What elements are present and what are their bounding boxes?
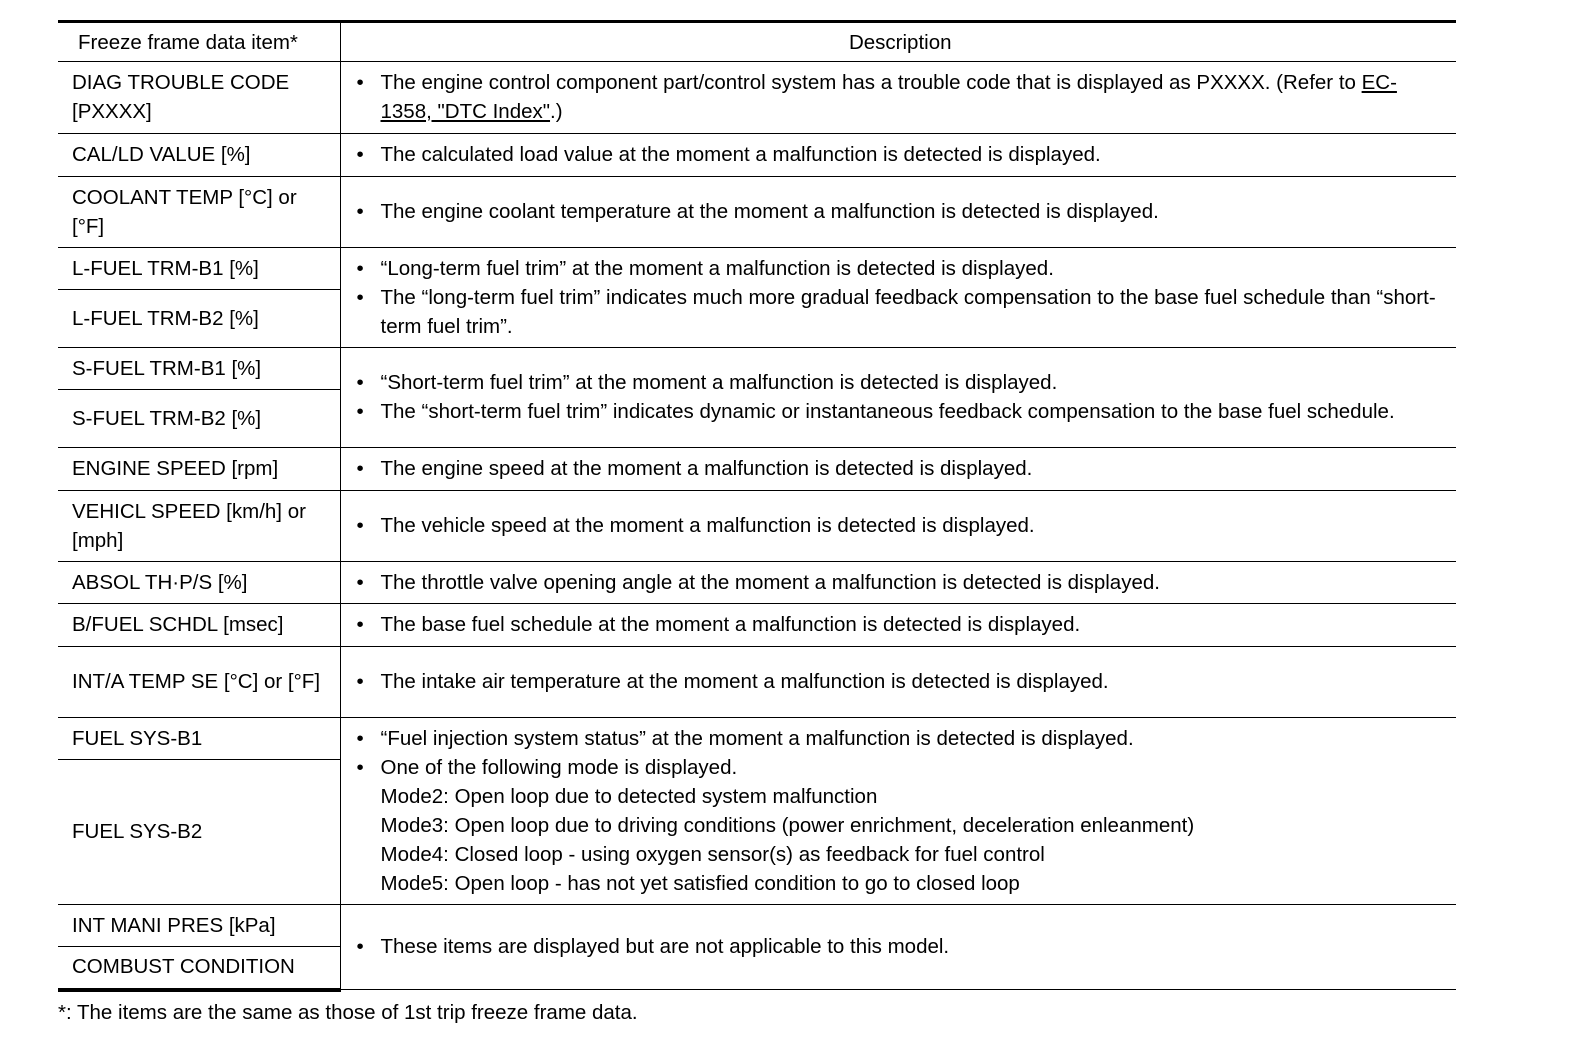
bullet-text: • The vehicle speed at the moment a malfunction is detected is displayed. bbox=[355, 511, 1447, 540]
mode-line: Mode5: Open loop - has not yet satisfied condition to go to closed loop bbox=[380, 871, 1020, 895]
item-cell: B/FUEL SCHDL [msec] bbox=[58, 604, 340, 647]
description-cell bbox=[340, 491, 1456, 562]
description-cell bbox=[340, 348, 1456, 448]
description-cell bbox=[340, 604, 1456, 647]
bullet-text: • The “short-term fuel trim” indicates dynamic or instantaneous feedback compensation to the base fuel schedule. bbox=[355, 397, 1447, 426]
mode-line: Mode4: Closed loop - using oxygen sensor(s) as feedback for fuel control bbox=[380, 842, 1045, 866]
description-cell bbox=[340, 448, 1456, 491]
dtc-index-link[interactable]: EC-1358, "DTC Index" bbox=[380, 71, 1397, 123]
table-row bbox=[58, 448, 1456, 491]
bullet-text: • The engine coolant temperature at the moment a malfunction is detected is displayed. bbox=[355, 197, 1447, 226]
bullet-text: • The calculated load value at the moment a malfunction is detected is displayed. bbox=[355, 140, 1447, 169]
bullet-text: • The intake air temperature at the moment a malfunction is detected is displayed. bbox=[355, 667, 1447, 696]
bullet-text: • “Short-term fuel trim” at the moment a malfunction is detected is displayed. bbox=[355, 368, 1447, 397]
description-cell bbox=[340, 248, 1456, 348]
description-cell bbox=[340, 718, 1456, 905]
description-cell bbox=[340, 647, 1456, 718]
table-row bbox=[58, 134, 1456, 177]
table-row bbox=[58, 248, 1456, 290]
item-cell: ENGINE SPEED [rpm] bbox=[58, 448, 340, 491]
item-cell: FUEL SYS-B1 bbox=[58, 718, 340, 760]
description-cell bbox=[340, 134, 1456, 177]
bullet-text: • The engine speed at the moment a malfunction is detected is displayed. bbox=[355, 454, 1447, 483]
item-cell: FUEL SYS-B2 bbox=[58, 760, 340, 905]
item-cell: VEHICL SPEED [km/h] or [mph] bbox=[58, 491, 340, 562]
item-cell: L-FUEL TRM-B1 [%] bbox=[58, 248, 340, 290]
item-cell: L-FUEL TRM-B2 [%] bbox=[58, 290, 340, 348]
table-row bbox=[58, 177, 1456, 248]
table-row bbox=[58, 562, 1456, 604]
description-cell bbox=[340, 62, 1456, 134]
item-cell: INT MANI PRES [kPa] bbox=[58, 905, 340, 947]
bullet-text: • The engine control component part/control system has a trouble code that is displayed as PXXXX. (Refer to EC-1358, "DTC Index".) bbox=[355, 68, 1447, 126]
item-cell: S-FUEL TRM-B2 [%] bbox=[58, 390, 340, 448]
bullet-text: • These items are displayed but are not applicable to this model. bbox=[355, 932, 1447, 961]
item-cell: ABSOL TH·P/S [%] bbox=[58, 562, 340, 604]
description-cell bbox=[340, 177, 1456, 248]
item-cell: INT/A TEMP SE [°C] or [°F] bbox=[58, 647, 340, 718]
item-cell: S-FUEL TRM-B1 [%] bbox=[58, 348, 340, 390]
bullet-text: • “Long-term fuel trim” at the moment a malfunction is detected is displayed. bbox=[355, 254, 1447, 283]
bullet-text: • The throttle valve opening angle at the moment a malfunction is detected is displayed. bbox=[355, 568, 1447, 597]
table-row bbox=[58, 718, 1456, 760]
table-row bbox=[58, 491, 1456, 562]
item-cell: DIAG TROUBLE CODE [PXXXX] bbox=[58, 62, 340, 134]
header-item: Freeze frame data item* bbox=[58, 22, 340, 62]
table-row bbox=[58, 905, 1456, 947]
table-row bbox=[58, 62, 1456, 134]
item-cell: COMBUST CONDITION bbox=[58, 947, 340, 990]
description-cell bbox=[340, 905, 1456, 990]
mode-line: Mode3: Open loop due to driving conditions (power enrichment, deceleration enleanment) bbox=[380, 813, 1195, 837]
bullet-text: • The “long-term fuel trim” indicates much more gradual feedback compensation to the base fuel schedule than “short-term fuel trim”. bbox=[355, 283, 1447, 341]
table-row bbox=[58, 348, 1456, 390]
mode-line: Mode2: Open loop due to detected system malfunction bbox=[380, 784, 878, 808]
item-cell: CAL/LD VALUE [%] bbox=[58, 134, 340, 177]
bullet-text: • “Fuel injection system status” at the moment a malfunction is detected is displayed. bbox=[355, 724, 1447, 753]
table-row bbox=[58, 647, 1456, 718]
description-cell bbox=[340, 562, 1456, 604]
item-cell: COOLANT TEMP [°C] or [°F] bbox=[58, 177, 340, 248]
table-header-row bbox=[58, 22, 1456, 62]
bullet-text: • The base fuel schedule at the moment a malfunction is detected is displayed. bbox=[355, 610, 1447, 639]
footnote: *: The items are the same as those of 1st trip freeze frame data. bbox=[58, 1001, 638, 1024]
bullet-text: • One of the following mode is displayed. Mode2: Open loop due to detected system malfunction Mode3: Open loop due to driving conditions (power enrichment, deceleration enleanment) Mode4: Closed loop - using oxygen sensor(s) as feedback for fuel control Mode5: Open loop - has not yet satisfied condition to go to closed loop bbox=[355, 753, 1447, 898]
freeze-frame-table bbox=[58, 20, 1456, 992]
header-description: Description bbox=[340, 22, 1456, 62]
table-row bbox=[58, 604, 1456, 647]
